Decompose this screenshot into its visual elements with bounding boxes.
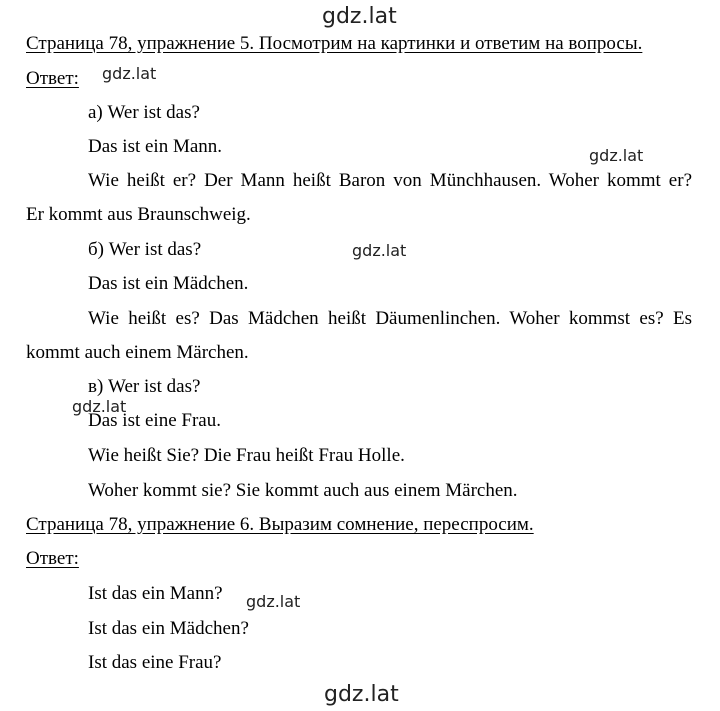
watermark-text: gdz.lat — [246, 592, 301, 611]
answer-line: Er kommt aus Braunschweig. — [26, 204, 251, 225]
exercise-6-answer-label: Ответ: — [26, 548, 79, 569]
watermark-text: gdz.lat — [352, 241, 407, 260]
answer-line: Das ist ein Mädchen. — [88, 273, 249, 294]
watermark-text: gdz.lat — [324, 682, 399, 707]
answer-line: Woher kommt sie? Sie kommt auch aus einem Märchen. — [88, 480, 518, 501]
watermark-text: gdz.lat — [589, 146, 644, 165]
answer-line: б) Wer ist das? — [88, 239, 202, 260]
answer-line: Das ist ein Mann. — [88, 136, 223, 157]
answer-line: Wie heißt Sie? Die Frau heißt Frau Holle. — [88, 445, 405, 466]
watermark-text: gdz.lat — [72, 397, 127, 416]
watermark-text: gdz.lat — [322, 4, 397, 29]
exercise-5-answer-label: Ответ: — [26, 68, 79, 89]
answer-line: Ist das ein Mädchen? — [88, 618, 249, 639]
answer-line: Ist das eine Frau? — [88, 652, 222, 673]
answer-line: Wie heißt er? Der Mann heißt Baron von Münchhausen. Woher kommt er? — [88, 170, 692, 191]
answer-line: в) Wer ist das? — [88, 376, 201, 397]
answer-line: а) Wer ist das? — [88, 102, 200, 123]
exercise-6-heading: Страница 78, упражнение 6. Выразим сомнение, переспросим. — [26, 514, 534, 535]
answer-line: Wie heißt es? Das Mädchen heißt Däumenlinchen. Woher kommst es? Es — [88, 308, 692, 329]
exercise-5-heading: Страница 78, упражнение 5. Посмотрим на картинки и ответим на вопросы. — [26, 33, 643, 54]
watermark-text: gdz.lat — [102, 64, 157, 83]
answer-line: Ist das ein Mann? — [88, 583, 223, 604]
answer-line: Das ist eine Frau. — [88, 410, 221, 431]
answer-line: kommt auch einem Märchen. — [26, 342, 249, 363]
